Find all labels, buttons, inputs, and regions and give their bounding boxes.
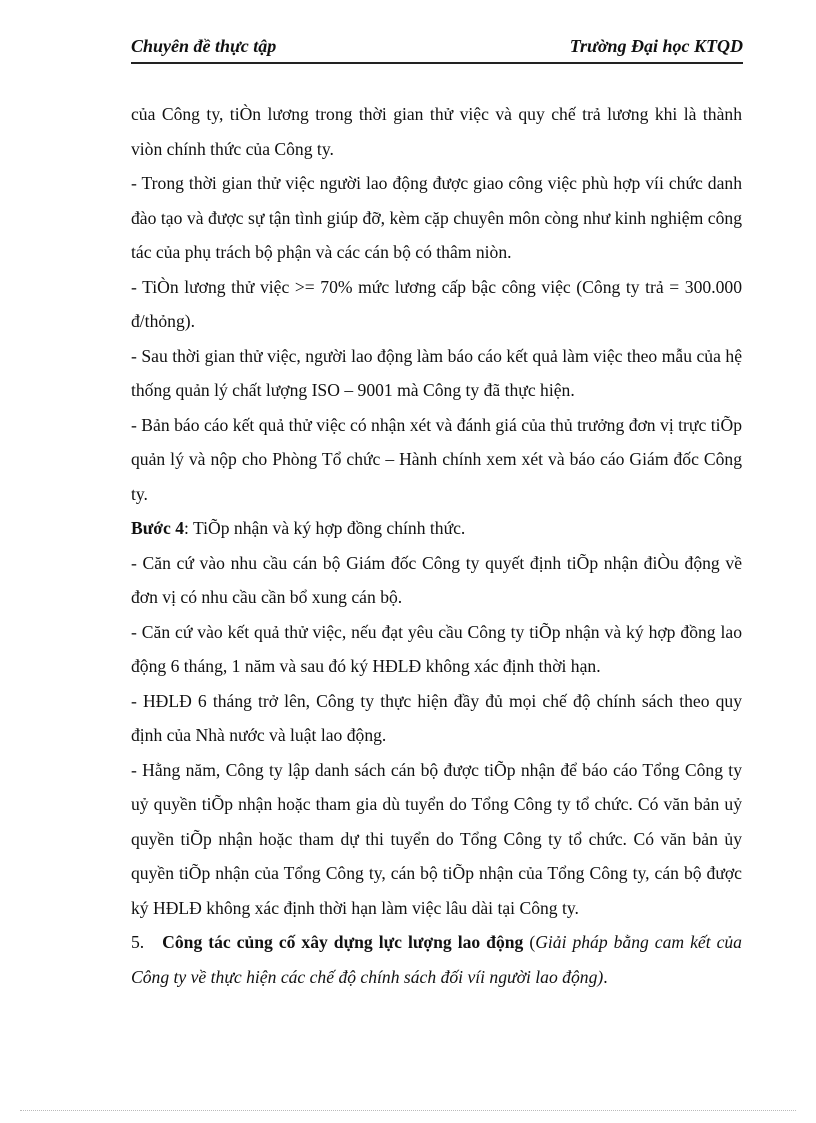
section-5-open-paren: ( [523,932,536,952]
paragraph: - TiÒn lương thử việc >= 70% mức lương cấp bậc công việc (Công ty trả = 300.000 đ/thỏng). [131,276,742,331]
document-body [131,97,742,994]
paragraph: - Căn cứ vào kết quả thử việc, nếu đạt yêu cầu Công ty tiÕp nhận và ký hợp đồng lao động 6 tháng, 1 năm và sau đó ký HĐLĐ không xác định thời hạn. [131,621,742,676]
paragraph: - Hằng năm, Công ty lập danh sách cán bộ được tiÕp nhận để báo cáo Tổng Công ty uỷ quyền tiÕp nhận hoặc tham gia dù tuyển do Tổng Công ty tổ chức. Có văn bản uỷ quyền tiÕp nhận hoặc tham dự thi tuyển do Tổng Công ty tổ chức. Có văn bản ủy quyền tiÕp nhận của Tổng Công ty, cán bộ tiÕp nhận của Tổng Công ty, cán bộ được ký HĐLĐ không xác định thời hạn làm việc lâu dài tại Công ty. [131,759,742,918]
page-header [131,36,743,64]
paragraph: - Bản báo cáo kết quả thử việc có nhận xét và đánh giá của thủ trưởng đơn vị trực tiÕp quản lý và nộp cho Phòng Tổ chức – Hành chính xem xét và báo cáo Giám đốc Công ty. [131,414,742,504]
step-4-label: Bước 4 [131,518,185,538]
step-4-text: : TiÕp nhận và ký hợp đồng chính thức. [184,518,466,538]
header-right-title: Trường Đại học KTQD [569,36,743,56]
paragraph: - Căn cứ vào nhu cầu cán bộ Giám đốc Công ty quyết định tiÕp nhận điÒu động về đơn vị có nhu cầu cần bổ xung cán bộ. [131,552,742,607]
section-5-italic-note: Giải pháp bằng cam kết của Công ty về thực hiện các chế độ chính sách đối víi người lao động) [131,932,742,987]
section-5-end: . [603,966,608,987]
step-4-heading [131,511,742,546]
section-5-heading [131,925,742,994]
section-5-number: 5. [131,932,145,952]
footer-divider [20,1110,796,1111]
paragraph: của Công ty, tiÒn lương trong thời gian thử việc và quy chế trả lương khi là thành viòn chính thức của Công ty. [131,104,742,159]
header-left-title: Chuyên đề thực tập [131,36,277,56]
paragraph: - HĐLĐ 6 tháng trở lên, Công ty thực hiện đầy đủ mọi chế độ chính sách theo quy định của Nhà nước và luật lao động. [131,690,742,745]
section-5-title: Công tác củng cố xây dựng lực lượng lao động [162,932,524,952]
paragraph: - Sau thời gian thử việc, người lao động làm báo cáo kết quả làm việc theo mẫu của hệ thống quản lý chất lượng ISO – 9001 mà Công ty đã thực hiện. [131,345,742,400]
paragraph: - Trong thời gian thử việc người lao động được giao công việc phù hợp víi chức danh đào tạo và được sự tận tình giúp đỡ, kèm cặp chuyên môn còng như kinh nghiệm công tác của phụ trách bộ phận và các cán bộ có thâm niòn. [131,173,742,262]
